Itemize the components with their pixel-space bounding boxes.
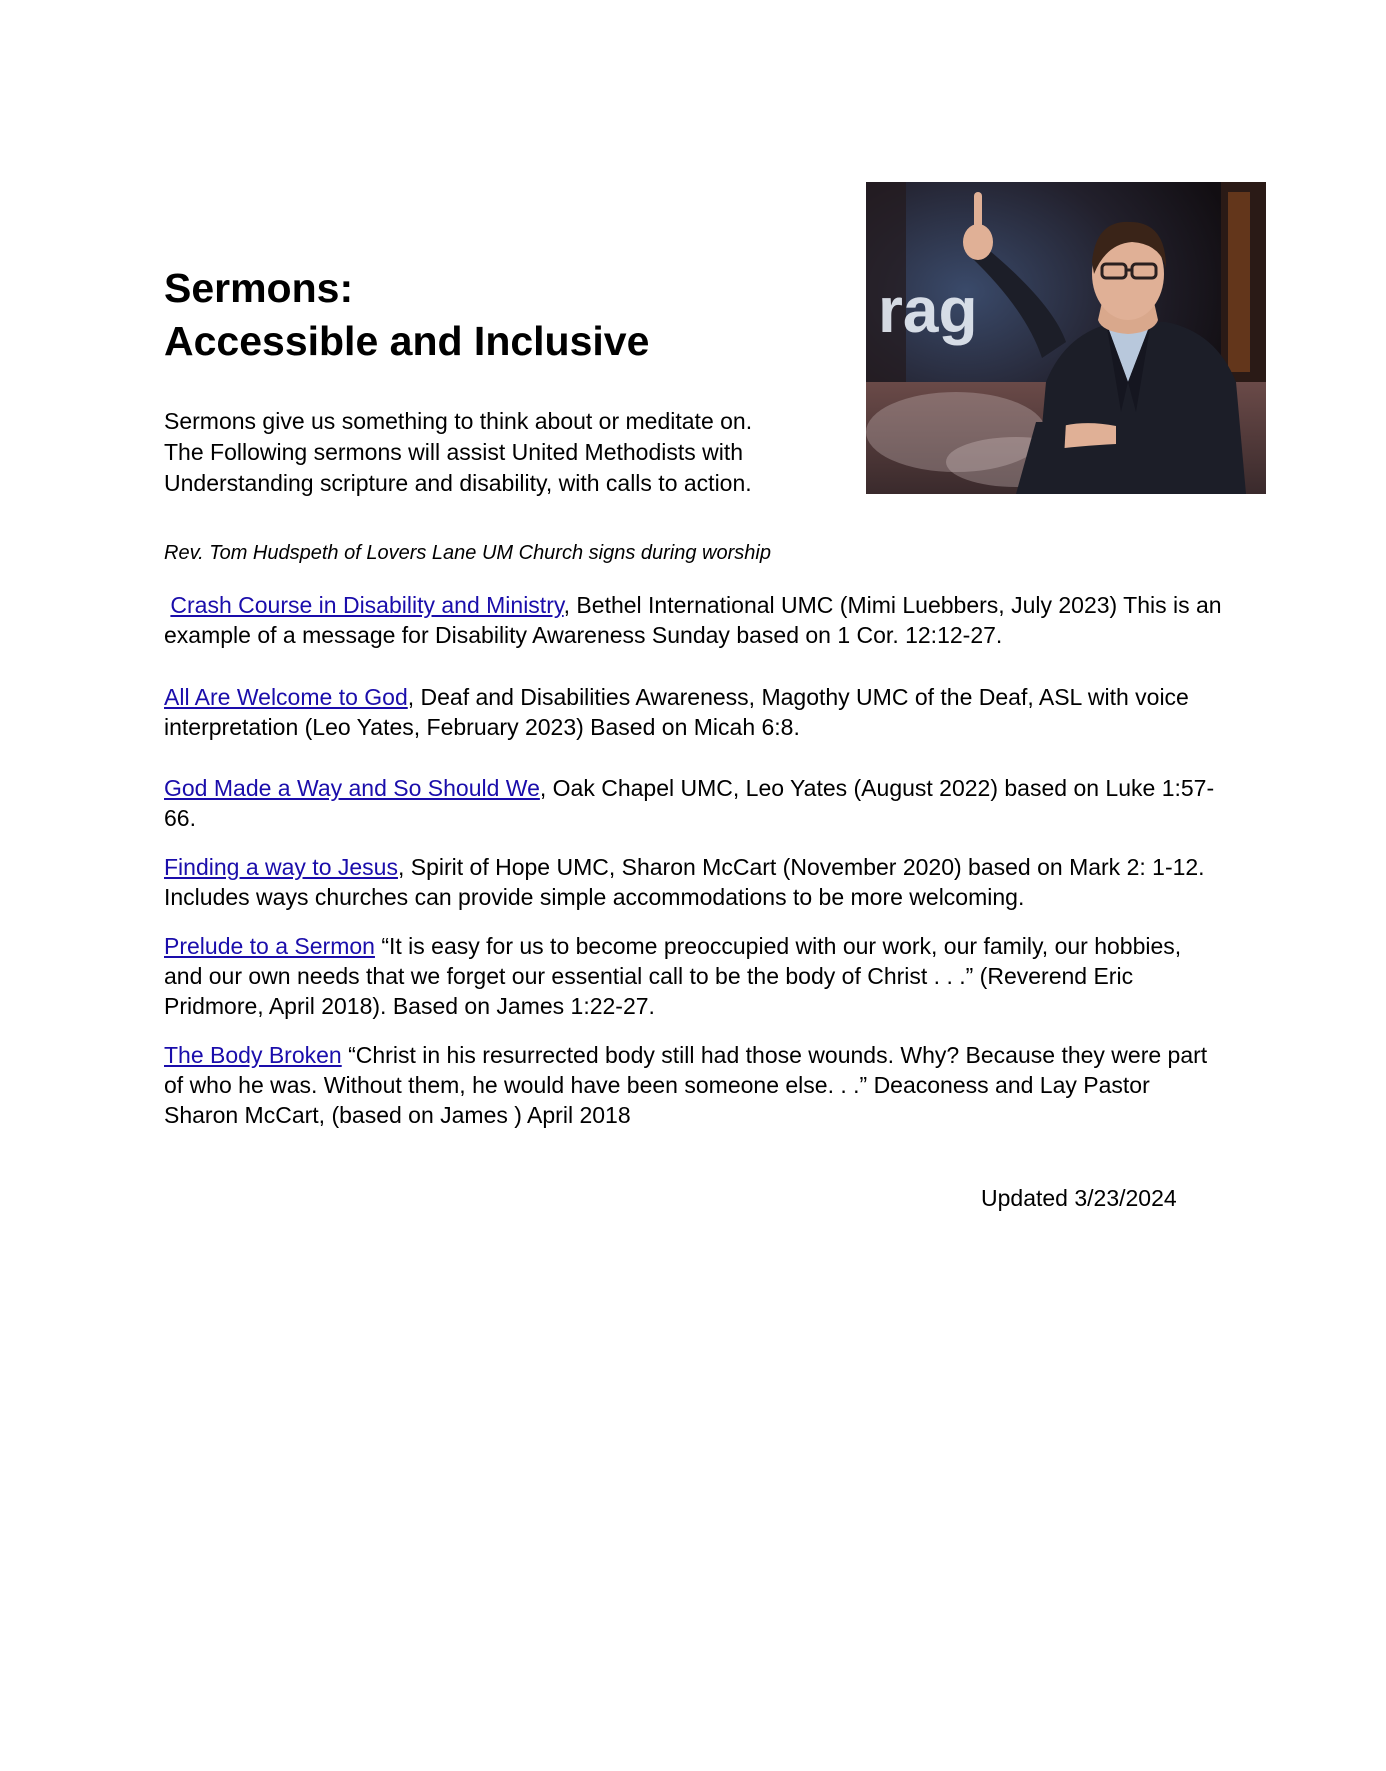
sermon-item [164, 590, 1224, 650]
sermon-item [164, 931, 1224, 1021]
intro-line-3: Understanding scripture and disability, with calls to action. [164, 470, 752, 496]
sermon-item [164, 682, 1224, 742]
speaker-photo [866, 182, 1266, 494]
sermon-link-crash-course[interactable]: Crash Course in Disability and Ministry [170, 592, 564, 618]
sermon-item [164, 773, 1224, 833]
title-line-2: Accessible and Inclusive [164, 318, 650, 364]
photo-caption: Rev. Tom Hudspeth of Lovers Lane UM Church signs during worship [164, 542, 771, 564]
sermon-link-god-made-a-way[interactable]: God Made a Way and So Should We [164, 775, 540, 801]
sermon-description: , Oak Chapel UMC, Leo Yates (August 2022) based on Luke 1:57-66. [164, 775, 1215, 831]
intro-line-2: The Following sermons will assist United Methodists with [164, 439, 744, 465]
updated-date: Updated 3/23/2024 [981, 1185, 1177, 1211]
sermon-link-all-are-welcome[interactable]: All Are Welcome to God [164, 684, 408, 710]
intro-paragraph [164, 406, 824, 499]
sermon-description: , Deaf and Disabilities Awareness, Magothy UMC of the Deaf, ASL with voice interpretation (Leo Yates, February 2023) Based on Micah 6:8. [164, 684, 1189, 740]
title-line-1: Sermons: [164, 265, 354, 311]
sermon-link-prelude[interactable]: Prelude to a Sermon [164, 933, 375, 959]
page-title [164, 262, 649, 368]
speaker-signing-photo-icon [866, 182, 1266, 494]
sermon-link-finding-a-way[interactable]: Finding a way to Jesus [164, 854, 398, 880]
sermon-link-body-broken[interactable]: The Body Broken [164, 1042, 342, 1068]
sermon-description: “Christ in his resurrected body still had those wounds. Why? Because they were part of who he was. Without them, he would have been someone else. . .” Deaconess and Lay Pastor Sharon McCart, (based on James ) April 2018 [164, 1042, 1208, 1128]
sermon-description: , Spirit of Hope UMC, Sharon McCart (November 2020) based on Mark 2: 1-12. Includes ways churches can provide simple accommodations to be more welcoming. [164, 854, 1205, 910]
svg-text:rag: rag [878, 274, 978, 346]
sermon-item [164, 852, 1224, 912]
sermon-description: , Bethel International UMC (Mimi Luebbers, July 2023) This is an example of a message for Disability Awareness Sunday based on 1 Cor. 12:12-27. [164, 592, 1222, 648]
intro-line-1: Sermons give us something to think about or meditate on. [164, 408, 753, 434]
sermon-description: “It is easy for us to become preoccupied with our work, our family, our hobbies, and our own needs that we forget our essential call to be the body of Christ . . .” (Reverend Eric Pridmore, April 2018). Based on James 1:22-27. [164, 933, 1182, 1019]
sermon-item [164, 1040, 1224, 1130]
